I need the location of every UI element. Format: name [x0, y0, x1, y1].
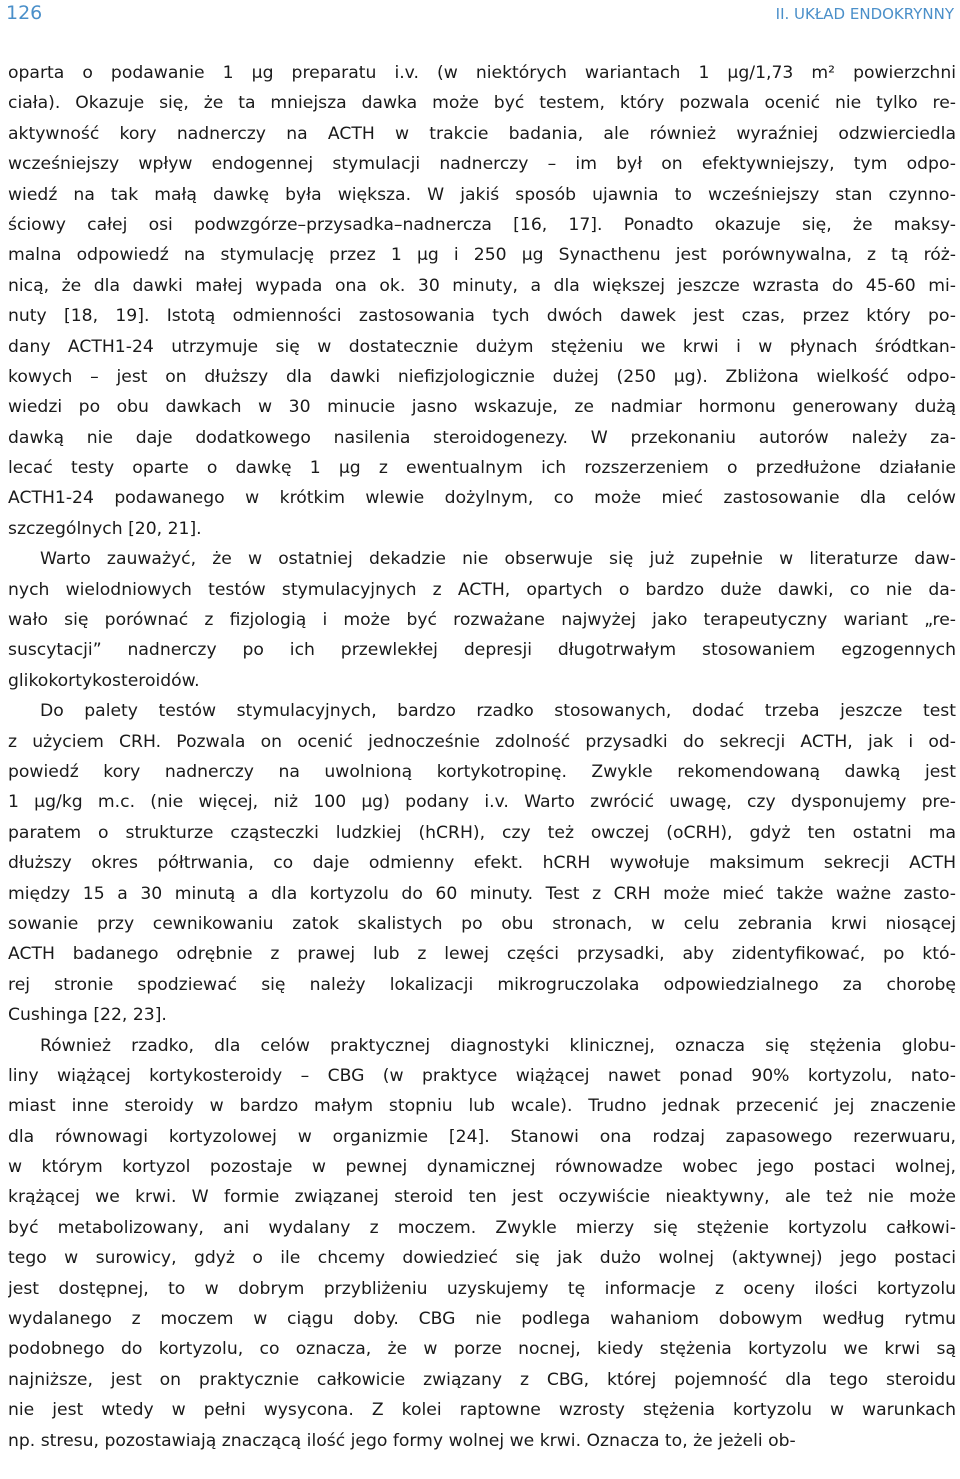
- text-line: wiedzi po obu dawkach w 30 minucie jasno wskazuje, ze nadmiar hormonu generowany dużą: [8, 397, 956, 418]
- running-head: II. UKŁAD ENDOKRYNNY: [775, 5, 954, 23]
- text-line: nych wielodniowych testów stymulacyjnych z ACTH, opartych o bardzo duże dawki, co nie da-: [8, 579, 956, 600]
- text-line: jest dostępnej, to w dobrym przybliżeniu uzyskujemy tę informacje z oceny ilości kortyzolu: [8, 1278, 956, 1299]
- paragraph: [8, 58, 956, 544]
- text-line: krążącej we krwi. W formie związanej steroid ten jest oczywiście nieaktywny, ale też nie może: [8, 1187, 956, 1208]
- text-line: suscytacji” nadnerczy po ich przewlekłej depresji długotrwałym stosowaniem egzogennych: [8, 640, 956, 661]
- text-line: glikokortykosteroidów.: [8, 670, 200, 691]
- text-line: być metabolizowany, ani wydalany z moczem. Zwykle mierzy się stężenie kortyzolu całkowi-: [8, 1217, 956, 1238]
- text-line: dawką nie daje dodatkowego nasilenia steroidogenezy. W przekonaniu autorów należy za-: [8, 427, 956, 448]
- page-header: [0, 0, 960, 40]
- text-line: Warto zauważyć, że w ostatniej dekadzie nie obserwuje się już zupełnie w literaturze daw-: [40, 549, 956, 570]
- text-line: powiedź kory nadnerczy na uwolnioną kortykotropinę. Zwykle rekomendowaną dawką jest: [8, 761, 956, 782]
- text-line: oparta o podawanie 1 µg preparatu i.v. (w niektórych wariantach 1 µg/1,73 m² powierzchni: [8, 63, 956, 83]
- paragraph: [8, 1031, 956, 1456]
- text-line: wcześniejszy wpływ endogennej stymulacji nadnerczy – im był on efektywniejszy, tym odpo-: [8, 154, 956, 175]
- text-line: dla równowagi kortyzolowej w organizmie [24]. Stanowi ona rodzaj zapasowego rezerwuaru,: [8, 1126, 956, 1147]
- text-line: w którym kortyzol pozostaje w pewnej dynamicznej równowadze wobec jego postaci wolnej,: [8, 1157, 956, 1178]
- text-line: np. stresu, pozostawiają znaczącą ilość jego formy wolnej we krwi. Oznacza to, że jeżeli ob-: [8, 1430, 796, 1451]
- text-line: malna odpowiedź na stymulację przez 1 µg i 250 µg Synacthenu jest porównywalna, z tą róż-: [8, 245, 956, 266]
- text-line: miast inne steroidy w bardzo małym stopniu lub wcale). Trudno jednak przecenić jej znaczenie: [8, 1096, 956, 1117]
- text-line: z użyciem CRH. Pozwala on ocenić jednocześnie zdolność przysadki do sekrecji ACTH, jak i od-: [8, 731, 956, 752]
- text-line: ACTH1-24 podawanego w krótkim wlewie dożylnym, co może mieć zastosowanie dla celów: [8, 488, 956, 509]
- text-line: ACTH badanego odrębnie z prawej lub z lewej części przysadki, aby zidentyfikować, po któ-: [8, 944, 956, 965]
- text-line: szczególnych [20, 21].: [8, 518, 202, 539]
- text-line: dany ACTH1-24 utrzymuje się w dostatecznie dużym stężeniu we krwi i w płynach śródtkan-: [8, 336, 956, 357]
- text-line: lecać testy oparte o dawkę 1 µg z ewentualnym ich rozszerzeniem o przedłużone działanie: [8, 458, 956, 479]
- text-line: nie jest wtedy w pełni wysycona. Z kolei raptowne wzrosty stężenia kortyzolu w warunkach: [8, 1400, 956, 1421]
- text-line: nicą, że dla dawki małej wypada ona ok. 30 minuty, a dla większej jeszcze wzrasta do 45-60 mi-: [8, 275, 956, 296]
- text-line: sowanie przy cewnikowaniu zatok skalistych po obu stronach, w celu zebrania krwi niosącej: [8, 913, 956, 934]
- text-line: 1 µg/kg m.c. (nie więcej, niż 100 µg) podany i.v. Warto zwrócić uwagę, czy dysponujemy pre-: [8, 792, 956, 813]
- text-line: tego w surowicy, gdyż o ile chcemy dowiedzieć się jak dużo wolnej (aktywnej) jego postaci: [8, 1248, 956, 1269]
- text-line: Cushinga [22, 23].: [8, 1005, 167, 1026]
- text-line: liny wiążącej kortykosteroidy – CBG (w praktyce wiążącej nawet ponad 90% kortyzolu, nato-: [8, 1065, 956, 1086]
- text-line: paratem o strukturze cząsteczki ludzkiej (hCRH), czy też owczej (oCRH), gdyż ten ostatni ma: [8, 822, 956, 843]
- text-line: wało się porównać z fizjologią i może być rozważane najwyżej jako terapeutyczny wariant „re-: [8, 610, 956, 631]
- paragraph: [8, 696, 956, 1030]
- text-line: kowych – jest on dłuższy dla dawki niefizjologicznie dużej (250 µg). Zbliżona wielkość odpo-: [8, 366, 956, 387]
- paragraph: [8, 544, 956, 696]
- text-line: ściowy całej osi podwzgórze–przysadka–nadnercza [16, 17]. Ponadto okazuje się, że maksy-: [8, 214, 956, 235]
- text-line: Również rzadko, dla celów praktycznej diagnostyki klinicznej, oznacza się stężenia globu-: [40, 1035, 956, 1056]
- text-line: wydalanego z moczem w ciągu doby. CBG nie podlega wahaniom dobowym według rytmu: [8, 1309, 956, 1330]
- text-line: najniższe, jest on praktycznie całkowicie związany z CBG, której pojemność dla tego steroidu: [8, 1369, 956, 1390]
- text-line: rej stronie spodziewać się należy lokalizacji mikrogruczolaka odpowiedzialnego za chorobę: [8, 974, 956, 995]
- text-line: podobnego do kortyzolu, co oznacza, że w porze nocnej, kiedy stężenia kortyzolu we krwi są: [8, 1339, 956, 1360]
- text-line: wiedź na tak małą dawkę była większa. W jakiś sposób ujawnia to wcześniejszy stan czynno-: [8, 184, 956, 205]
- text-line: dłuższy okres półtrwania, co daje odmienny efekt. hCRH wywołuje maksimum sekrecji ACTH: [8, 853, 956, 874]
- body-text: [8, 58, 956, 1456]
- page-number: 126: [6, 2, 43, 24]
- text-line: Do palety testów stymulacyjnych, bardzo rzadko stosowanych, dodać trzeba jeszcze test: [40, 701, 956, 722]
- text-line: ciała). Okazuje się, że ta mniejsza dawka może być testem, który pozwala ocenić nie tylko re-: [8, 93, 956, 114]
- text-line: nuty [18, 19]. Istotą odmienności zastosowania tych dwóch dawek jest czas, przez który po-: [8, 306, 956, 327]
- text-line: między 15 a 30 minutą a dla kortyzolu do 60 minuty. Test z CRH może mieć także ważne zasto-: [8, 883, 956, 904]
- text-line: aktywność kory nadnerczy na ACTH w trakcie badania, ale również wyraźniej odzwierciedla: [8, 123, 956, 144]
